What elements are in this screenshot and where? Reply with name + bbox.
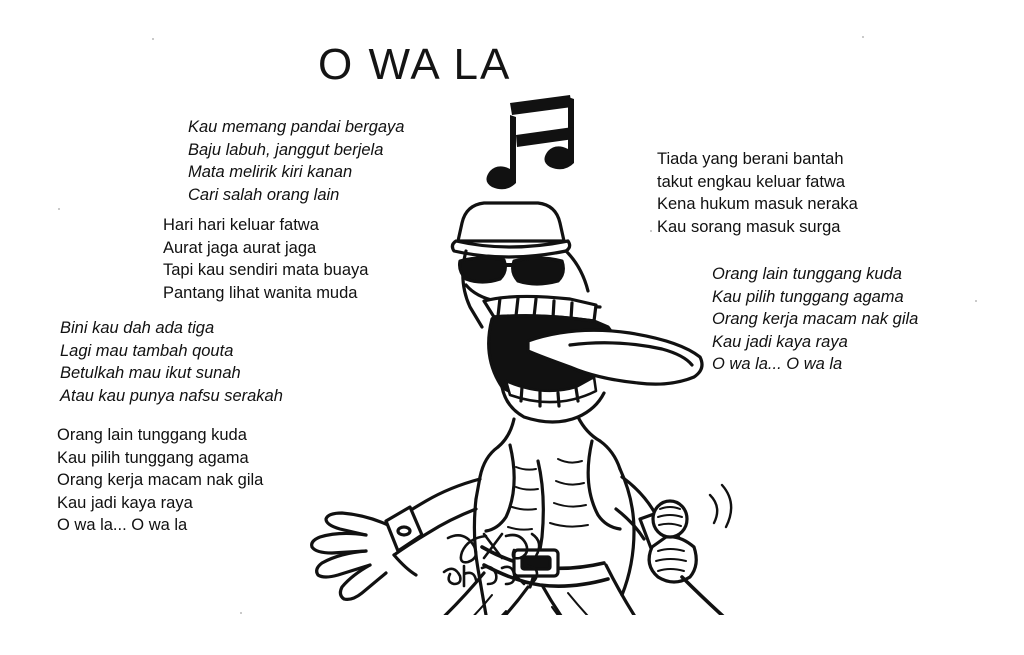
music-notes-icon <box>486 95 574 189</box>
lyric-verse-1 <box>188 116 404 206</box>
lyric-line: Kau pilih tunggang agama <box>712 287 904 306</box>
poster-title: O WA LA <box>318 40 512 89</box>
speckle <box>152 38 154 40</box>
lyric-line: Kena hukum masuk neraka <box>657 195 858 213</box>
speckle <box>240 612 242 614</box>
lyric-verse-3 <box>60 317 283 407</box>
lyric-line: O wa la... O wa la <box>57 516 188 534</box>
lyric-line: Lagi mau tambah qouta <box>60 341 234 360</box>
lyric-verse-6 <box>712 263 918 376</box>
lyric-line: Betulkah mau ikut sunah <box>60 364 241 382</box>
lyric-line: Orang kerja macam nak gila <box>712 310 919 328</box>
lyric-line: Orang lain tunggang kuda <box>712 265 902 283</box>
lyric-line: O wa la... O wa la <box>712 355 843 373</box>
lyric-verse-2 <box>163 214 368 304</box>
lyric-line: Atau kau punya nafsu serakah <box>60 386 283 405</box>
lyric-line: Orang kerja macam nak gila <box>57 471 264 489</box>
lyric-line: Kau jadi kaya raya <box>712 332 848 351</box>
lyric-line: Bini kau dah ada tiga <box>60 319 215 337</box>
speckle <box>862 36 864 38</box>
artist-signature <box>440 528 560 592</box>
lyric-line: takut engkau keluar fatwa <box>657 172 846 191</box>
lyric-line: Tiada yang berani bantah <box>657 150 844 168</box>
speckle <box>975 300 977 302</box>
lyric-line: Kau jadi kaya raya <box>57 493 193 512</box>
lyric-line: Baju labuh, janggut berjela <box>188 140 384 159</box>
lyric-line: Kau pilih tunggang agama <box>57 448 249 467</box>
lyric-line: Cari salah orang lain <box>188 185 340 204</box>
lyric-line: Tapi kau sendiri mata buaya <box>163 261 369 279</box>
lyric-line: Mata melirik kiri kanan <box>188 163 353 181</box>
lyric-line: Aurat jaga aurat jaga <box>163 238 317 257</box>
lyric-line: Kau sorang masuk surga <box>657 217 841 236</box>
lyric-verse-4 <box>57 424 263 537</box>
lyric-line: Pantang lihat wanita muda <box>163 283 358 302</box>
speckle <box>58 208 60 210</box>
lyric-line: Hari hari keluar fatwa <box>163 216 319 234</box>
lyric-line: Kau memang pandai bergaya <box>188 118 405 136</box>
lyric-verse-5 <box>657 148 858 238</box>
lyric-line: Orang lain tunggang kuda <box>57 426 247 444</box>
